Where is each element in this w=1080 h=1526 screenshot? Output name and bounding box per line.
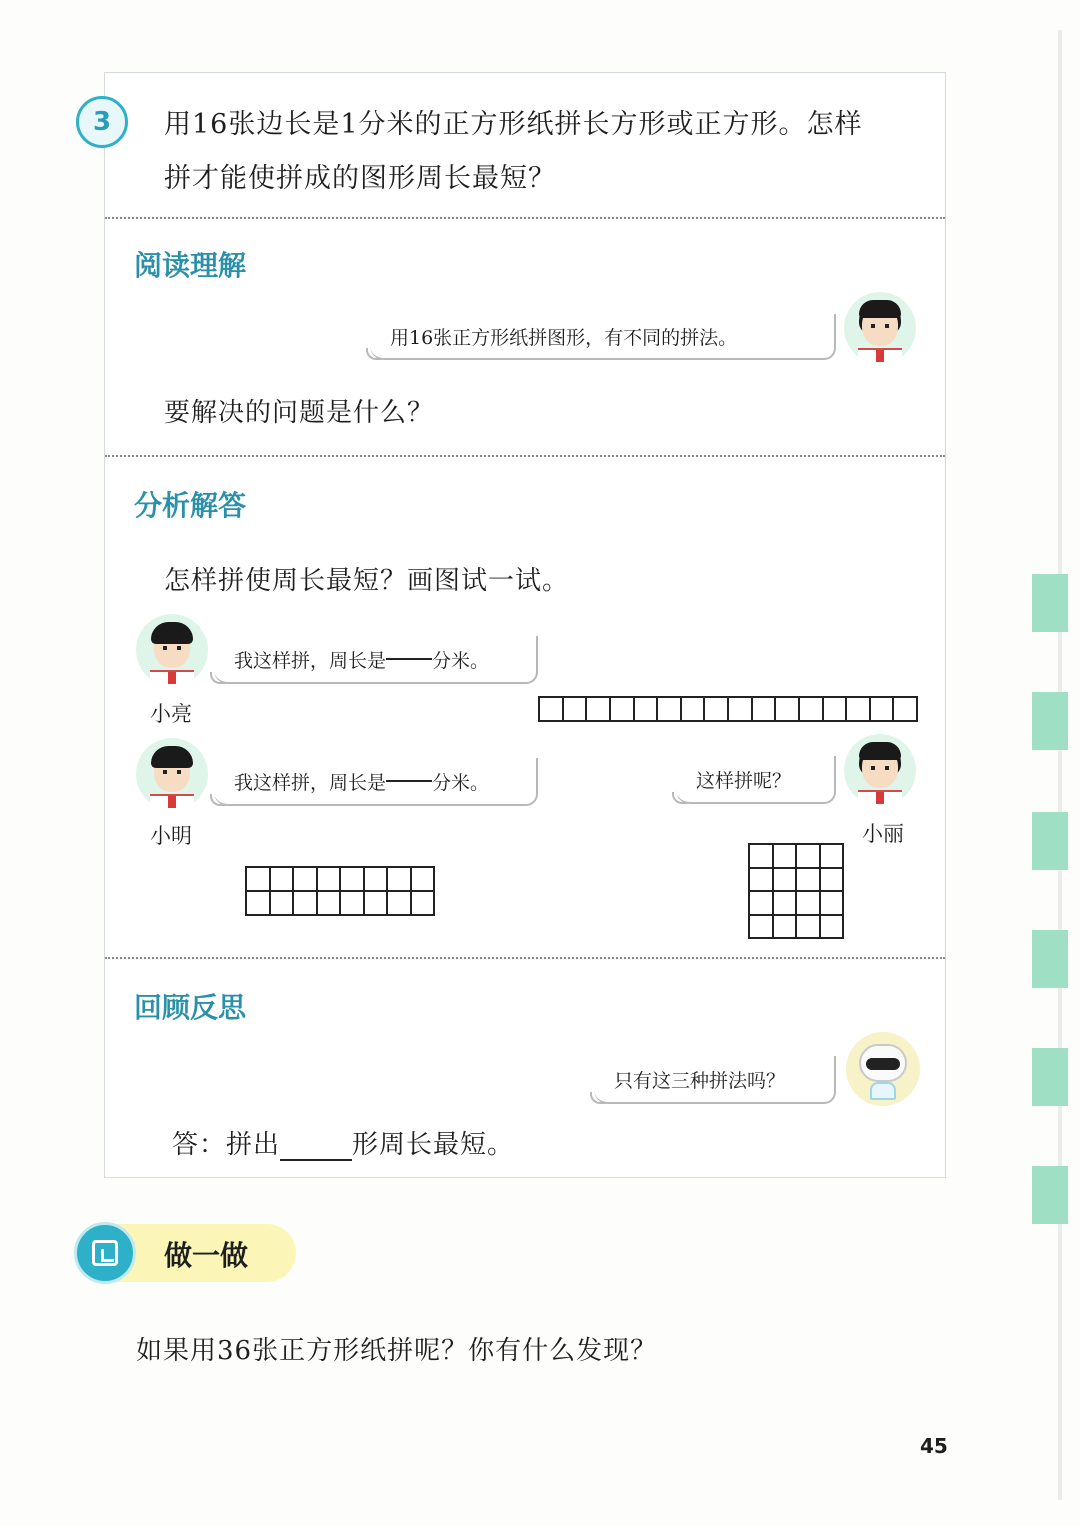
grid-square — [774, 869, 798, 893]
grid-square — [247, 892, 271, 916]
grid-square — [247, 868, 271, 892]
grid-square — [821, 892, 845, 916]
grid-square — [753, 698, 777, 722]
grid-square — [388, 892, 412, 916]
grid-square — [611, 698, 635, 722]
edge-tab — [1032, 574, 1068, 632]
robot-avatar — [846, 1032, 920, 1106]
practice-icon — [74, 1222, 136, 1284]
grid-square — [341, 868, 365, 892]
grid-square — [412, 868, 436, 892]
grid-square — [294, 892, 318, 916]
grid-square — [894, 698, 918, 722]
grid-square — [271, 892, 295, 916]
grid-1x16 — [538, 696, 918, 722]
grid-square — [341, 892, 365, 916]
boy-avatar-xiaoming — [136, 738, 208, 810]
problem-number-badge: 3 — [76, 96, 128, 148]
grid-square — [271, 868, 295, 892]
bubble-text-after: 分米。 — [432, 771, 490, 794]
grid-square — [821, 869, 845, 893]
grid-square — [318, 868, 342, 892]
edge-tab — [1032, 930, 1068, 988]
grid-square — [587, 698, 611, 722]
section-divider — [105, 217, 945, 219]
grid-square — [729, 698, 753, 722]
speech-bubble-xiaoming — [214, 758, 538, 806]
grid-square — [750, 916, 774, 940]
grid-square — [797, 869, 821, 893]
practice-question: 如果用36张正方形纸拼呢？你有什么发现？ — [136, 1336, 658, 1366]
page-number: 45 — [920, 1434, 948, 1458]
speech-bubble-xiaoli — [676, 756, 836, 804]
bubble-text-after: 分米。 — [432, 649, 490, 672]
grid-square — [294, 868, 318, 892]
grid-square — [774, 916, 798, 940]
boy-avatar-xiaoliang — [136, 614, 208, 686]
grid-square — [797, 892, 821, 916]
read-question: 要解决的问题是什么？ — [164, 398, 435, 428]
grid-square — [540, 698, 564, 722]
section-title-analyze: 分析解答 — [134, 489, 247, 522]
grid-square — [821, 916, 845, 940]
grid-4x4 — [748, 843, 844, 939]
grid-square — [871, 698, 895, 722]
speech-bubble-robot — [594, 1056, 836, 1104]
problem-line-2: 拼才能使拼成的图形周长最短？ — [164, 163, 556, 194]
grid-square — [847, 698, 871, 722]
edge-tab — [1032, 1048, 1068, 1106]
section-divider — [105, 455, 945, 457]
grid-square — [800, 698, 824, 722]
section-title-read: 阅读理解 — [134, 249, 247, 282]
edge-tab — [1032, 692, 1068, 750]
grid-square — [776, 698, 800, 722]
grid-square — [318, 892, 342, 916]
grid-square — [797, 845, 821, 869]
answer-line — [172, 1124, 514, 1161]
name-xiaoming: 小明 — [150, 824, 192, 848]
grid-square — [412, 892, 436, 916]
problem-line-1: 用16张边长是1分米的正方形纸拼长方形或正方形。怎样 — [164, 109, 863, 140]
answer-blank[interactable] — [386, 658, 432, 660]
grid-square — [797, 916, 821, 940]
grid-square — [750, 892, 774, 916]
grid-square — [774, 845, 798, 869]
bubble-text-before: 我这样拼，周长是 — [234, 771, 387, 794]
bubble-text: 用16张正方形纸拼图形，有不同的拼法。 — [390, 326, 738, 349]
answer-blank[interactable] — [280, 1129, 352, 1161]
practice-title: 做一做 — [164, 1239, 249, 1272]
answer-after: 形周长最短。 — [352, 1130, 515, 1160]
page-edge — [1058, 30, 1062, 1500]
answer-before: 答：拼出 — [172, 1130, 281, 1160]
answer-blank[interactable] — [386, 780, 432, 782]
grid-square — [821, 845, 845, 869]
edge-tab — [1032, 1166, 1068, 1224]
girl-avatar — [844, 292, 916, 364]
grid-square — [635, 698, 659, 722]
bubble-text: 这样拼呢？ — [696, 769, 792, 792]
grid-square — [705, 698, 729, 722]
grid-square — [658, 698, 682, 722]
bubble-text: 只有这三种拼法吗？ — [614, 1069, 786, 1092]
girl-avatar-xiaoli — [844, 734, 916, 806]
problem-statement — [164, 98, 934, 206]
grid-2x8 — [245, 866, 435, 916]
grid-square — [388, 868, 412, 892]
grid-square — [682, 698, 706, 722]
section-title-review: 回顾反思 — [134, 991, 247, 1024]
bubble-text-before: 我这样拼，周长是 — [234, 649, 387, 672]
grid-square — [365, 892, 389, 916]
grid-square — [750, 845, 774, 869]
speech-bubble-read — [370, 314, 836, 360]
grid-square — [365, 868, 389, 892]
name-xiaoli: 小丽 — [862, 822, 904, 846]
speech-bubble-xiaoliang — [214, 636, 538, 684]
section-divider — [105, 957, 945, 959]
grid-square — [774, 892, 798, 916]
edge-tab — [1032, 812, 1068, 870]
grid-square — [750, 869, 774, 893]
analyze-question: 怎样拼使周长最短？画图试一试。 — [164, 566, 570, 596]
name-xiaoliang: 小亮 — [150, 702, 192, 726]
grid-square — [564, 698, 588, 722]
grid-square — [824, 698, 848, 722]
